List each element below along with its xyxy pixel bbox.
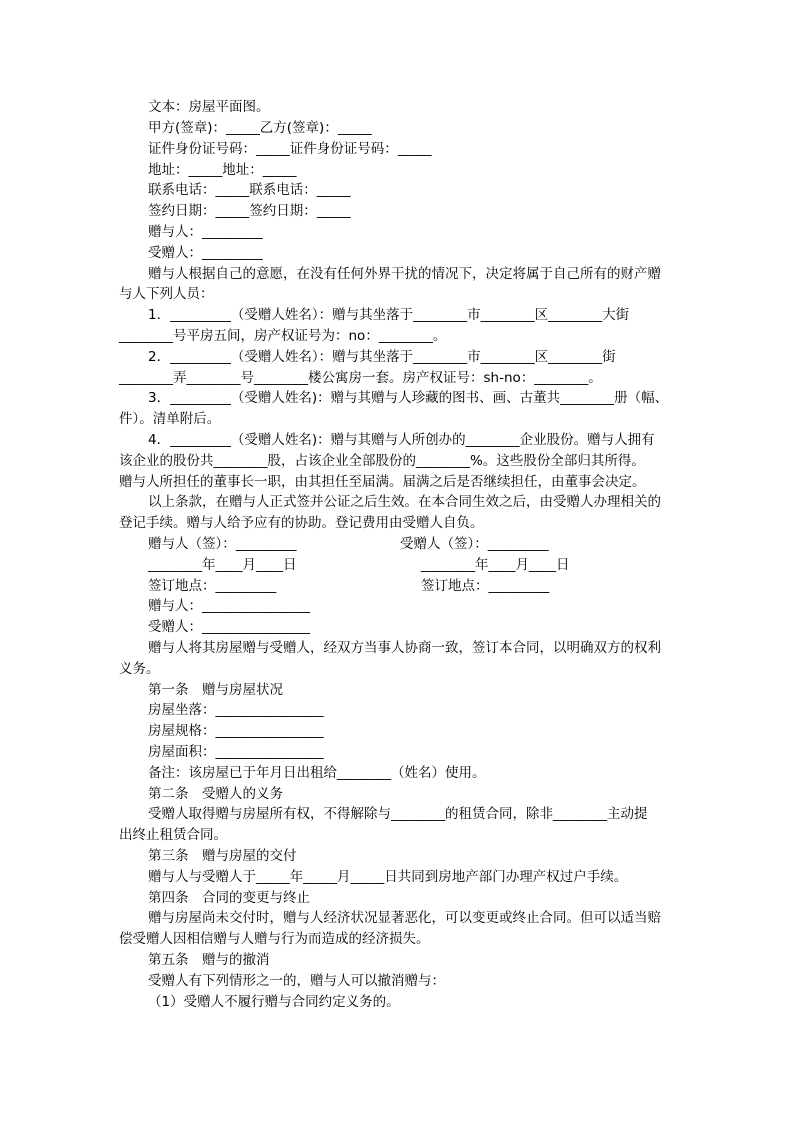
text-line: 赠与人：________________	[148, 598, 310, 614]
donor-place: 签订地点：_________	[148, 578, 277, 594]
text-line: 受赠人：_________	[148, 245, 263, 261]
text-line: 件）。清单附后。	[119, 411, 221, 427]
donor-date: ________年____月____日	[148, 557, 297, 573]
text-line: 房屋面积：________________	[148, 744, 324, 760]
section-heading: 第五条 赠与的撤消	[148, 952, 270, 968]
text-line: 登记手续。赠与人给予应有的协助。登记费用由受赠人自负。	[119, 515, 484, 531]
text-line: 以上条款，在赠与人正式签并公证之后生效。在本合同生效之后，由受赠人办理相关的	[148, 494, 661, 510]
text-line: （1）受赠人不履行赠与合同约定义务的。	[148, 994, 400, 1010]
text-line: ________号平房五间，房产权证号为：no：________。	[119, 328, 447, 344]
text-line: 证件身份证号码：_____证件身份证号码：_____	[148, 141, 432, 157]
text-line: 3．_________（受赠人姓名)：赠与其赠与人珍藏的图书、画、古董共________册（幅、	[148, 390, 669, 406]
donee-place: 签订地点：_________	[421, 578, 550, 594]
text-line: 备注：该房屋已于年月日出租给________（姓名）使用。	[148, 765, 486, 781]
text-line: 4．_________（受赠人姓名)：赠与其赠与人所创办的________企业股份。赠与人拥有	[148, 432, 655, 448]
donee-signature: 受赠人（签）：_________	[400, 536, 549, 552]
text-line: 联系电话：_____联系电话：_____	[148, 182, 351, 198]
text-line: 该企业的股份共________股，占该企业全部股份的________%。这些股份全部归其所得。	[119, 453, 645, 469]
text-line: 受赠人取得赠与房屋所有权，不得解除与________的租赁合同，除非________主动提	[148, 806, 648, 822]
section-heading: 第二条 受赠人的义务	[148, 786, 283, 802]
text-line: 房屋规格：________________	[148, 723, 324, 739]
text-line: 2．_________（受赠人姓名）：赠与其坐落于________市________区________街	[148, 349, 616, 365]
text-line: 1．_________（受赠人姓名）：赠与其坐落于________市________区________大街	[148, 307, 630, 323]
text-line: 义务。	[119, 661, 160, 677]
donor-signature: 赠与人（签）：_________	[148, 536, 297, 552]
text-line: 与人下列人员：	[119, 286, 214, 302]
text-line: ________弄________号________楼公寓房一套。房产权证号：sh-no：________。	[119, 370, 602, 386]
text-line: 赠与人与受赠人于_____年_____月_____日共同到房地产部门办理产权过户手续。	[148, 869, 628, 885]
text-line: 签约日期：_____签约日期：_____	[148, 203, 351, 219]
section-heading: 第四条 合同的变更与终止	[148, 890, 310, 906]
text-line: 赠与人根据自己的意愿，在没有任何外界干扰的情况下，决定将属于自己所有的财产赠	[148, 266, 661, 282]
section-heading: 第一条 赠与房屋状况	[148, 682, 283, 698]
text-line: 赠与人所担任的董事长一职，由其担任至届满。届满之后是否继续担任，由董事会决定。	[119, 474, 646, 490]
text-line: 甲方(签章)：_____乙方(签章)：_____	[148, 120, 372, 136]
text-line: 文本：房屋平面图。	[148, 99, 270, 115]
text-line: 地址：_____地址：_____	[148, 162, 297, 178]
text-line: 赠与人：_________	[148, 224, 263, 240]
section-heading: 第三条 赠与房屋的交付	[148, 848, 297, 864]
donee-date: ________年____月____日	[421, 557, 570, 573]
text-line: 房屋坐落：________________	[148, 702, 324, 718]
text-line: 赠与房屋尚未交付时，赠与人经济状况显著恶化，可以变更或终止合同。但可以适当赔	[148, 910, 661, 926]
text-line: 偿受赠人因相信赠与人赠与行为而造成的经济损失。	[119, 931, 430, 947]
text-line: 受赠人有下列情形之一的，赠与人可以撤消赠与：	[148, 973, 445, 989]
text-line: 赠与人将其房屋赠与受赠人，经双方当事人协商一致，签订本合同，以明确双方的权利	[148, 640, 661, 656]
text-line: 出终止租赁合同。	[119, 827, 227, 843]
text-line: 受赠人：________________	[148, 619, 310, 635]
